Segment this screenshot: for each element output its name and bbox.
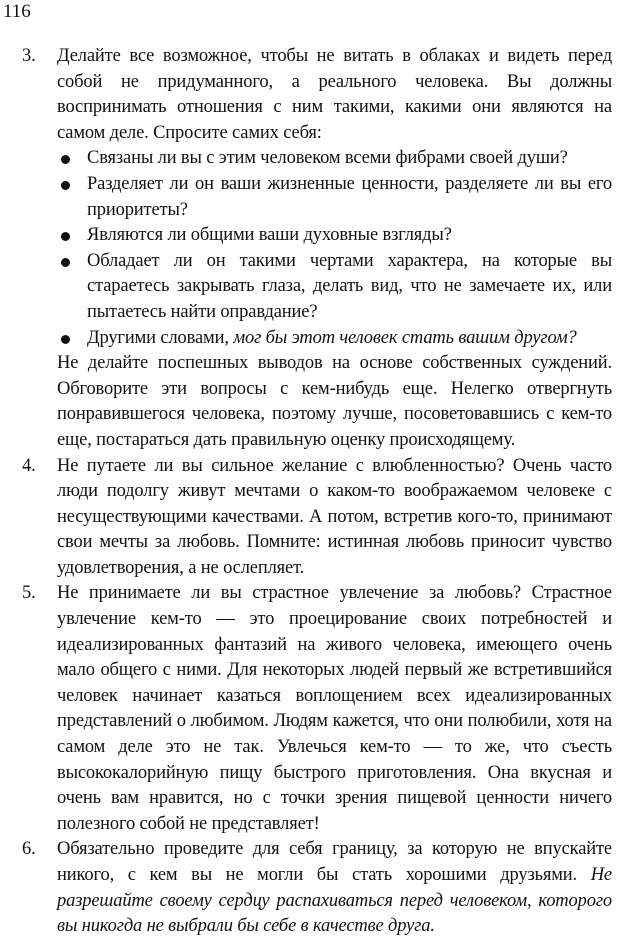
page-number: 116 xyxy=(3,1,31,22)
bullet-item xyxy=(57,146,612,172)
bullet-item xyxy=(57,172,612,223)
bullet-icon xyxy=(61,155,70,164)
item-number: 6. xyxy=(22,839,36,860)
bullet-icon xyxy=(61,181,70,190)
item-number: 3. xyxy=(22,46,36,66)
item-text: Не принимаете ли вы страстное увлечение за любовь? Страстное увлечение кем-то — это проецирование своих потребностей и идеализированных фантазий на живого человека, имеющего очень мало общего с ними. Для некоторых людей первый же встретившийся человек начинает казаться воплощением всех идеализированных представлений о любимом. Людям кажется, что они полюбили, хотя на самом деле это не так. Увлечься кем-то — то же, что съесть высококалорийную пищу быстрого приготовления. Она вкусная и очень вам нравится, но с точки зрения пищевой ценности ничего полезного собой не представляет! xyxy=(57,583,612,834)
bullet-text: Являются ли общими ваши духовные взгляды? xyxy=(87,225,452,246)
page-body xyxy=(22,44,612,940)
item-text: Не путаете ли вы сильное желание с влюбленностью? Очень часто люди подолгу живут мечтами о каком-то воображаемом человеке с несуществующими качествами. А потом, встретив кого-то, принимают свои мечты за любовь. Помните: истинная любовь приносит чувство удовлетворения, а не ослепляет. xyxy=(57,455,612,578)
item-paragraph xyxy=(57,837,612,939)
bullet-text: Связаны ли вы с этим человеком всеми фибрами своей души? xyxy=(87,148,568,169)
bullet-icon xyxy=(61,232,70,241)
bullet-item xyxy=(57,223,612,249)
list-item-4 xyxy=(22,454,612,582)
item-number: 5. xyxy=(22,583,36,604)
bullet-icon xyxy=(61,335,70,344)
item-text: Делайте все возможное, чтобы не витать в облаках и видеть перед собой не придуманного, а реального человека. Вы должны воспринимать отношения с ним такими, какими они являются на самом деле. Спросите самих себя: xyxy=(57,46,612,143)
list-item-6 xyxy=(22,837,612,939)
bullet-text: Обладает ли он такими чертами характера, на которые вы стараетесь закрывать глаза, делать вид, что не замечаете их, или пытаетесь найти оправдание? xyxy=(87,250,612,322)
question-list xyxy=(57,146,612,351)
item-number: 4. xyxy=(22,455,36,476)
item-text: Обязательно проведите для себя границу, за которую не впускайте никого, с кем вы не могли бы стать хорошими друзьями. xyxy=(57,839,612,885)
bullet-text: Разделяет ли он ваши жизненные ценности, разделяете ли вы его приоритеты? xyxy=(87,173,612,220)
list-item-5 xyxy=(22,581,612,837)
bullet-item xyxy=(57,249,612,326)
bullet-icon xyxy=(61,258,70,267)
list-item-3 xyxy=(22,44,612,454)
bullet-italic-text: мог бы этот человек стать вашим другом? xyxy=(233,327,577,348)
item-italic-text: Не разрешайте своему сердцу распахиваться перед человеком, которого вы никогда не выбрали бы себе в качестве друга. xyxy=(57,865,612,937)
bullet-item xyxy=(57,326,612,352)
bullet-text: Другими словами, xyxy=(87,327,229,348)
item-followup-text: Не делайте поспешных выводов на основе собственных суждений. Обговорите эти вопросы с кем-нибудь еще. Нелегко отвергнуть понравившегося человека, поэтому лучше, посоветовавшись с кем-то еще, постараться дать правильную оценку происходящему. xyxy=(57,353,612,450)
